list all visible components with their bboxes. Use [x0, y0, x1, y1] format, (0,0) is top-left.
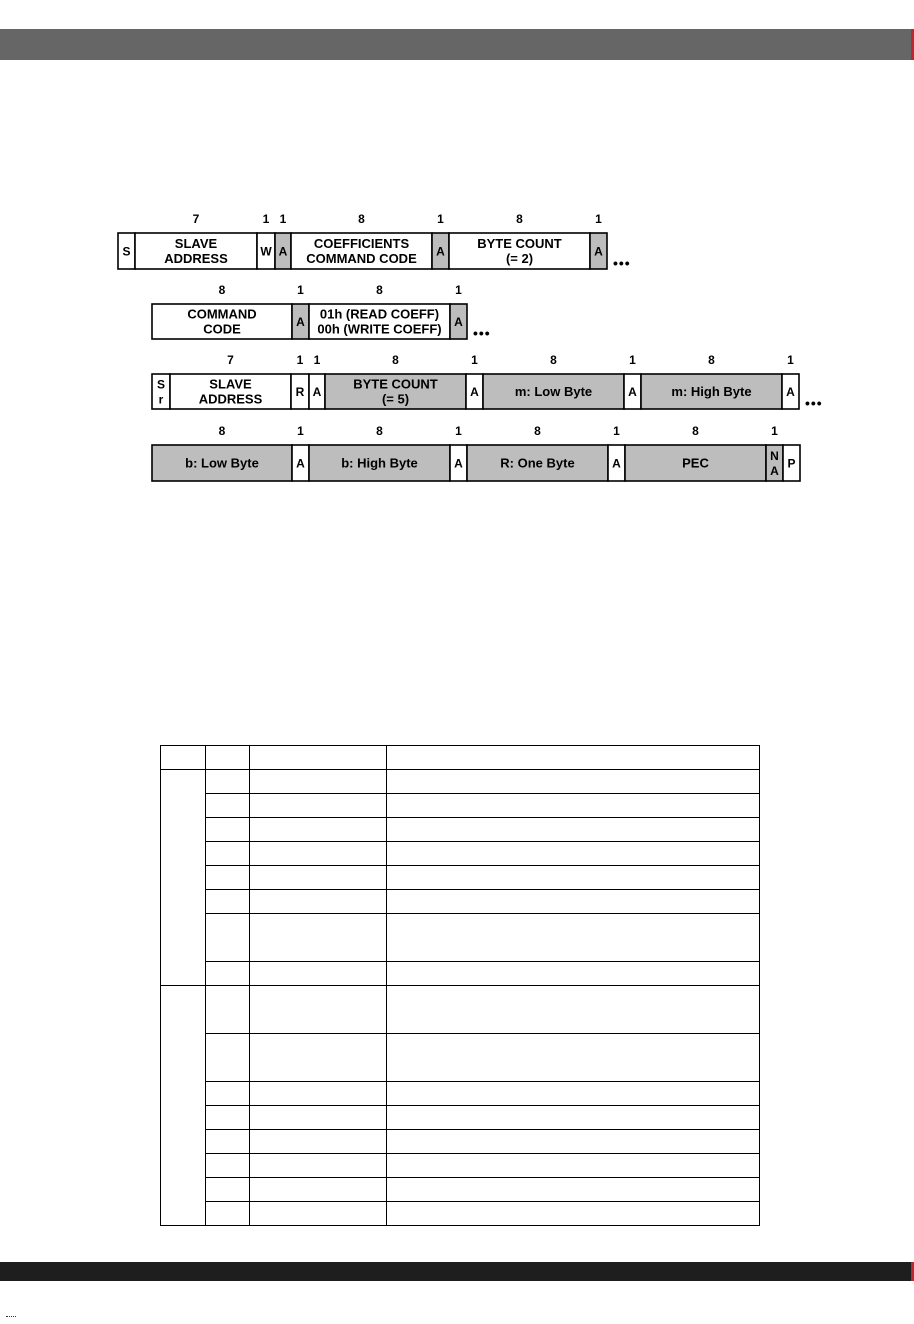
table-cell: [387, 986, 760, 1034]
table-cell: [206, 986, 250, 1034]
ack-10-label: A: [296, 456, 305, 471]
m-low-byte-label: m: Low Byte: [514, 384, 593, 399]
r-one-byte-label: R: One Byte: [500, 455, 575, 471]
table-cell: [250, 770, 387, 794]
frame-row-3: [152, 353, 823, 411]
table-cell: [387, 914, 760, 962]
table-cell: [250, 1130, 387, 1154]
table-row: [161, 1034, 760, 1082]
coeff-select-bit-count: 8: [376, 283, 383, 297]
table-cell: [206, 794, 250, 818]
byte-count-2-label: BYTE COUNT: [477, 236, 562, 251]
group-cell: [161, 986, 206, 1226]
not-ack-label: N: [770, 449, 779, 463]
coeff-select-label: 00h (WRITE COEFF): [317, 321, 442, 337]
table-row: [161, 866, 760, 890]
command-code-label: COMMAND: [187, 306, 257, 322]
table-cell: [250, 818, 387, 842]
table-cell: [387, 1130, 760, 1154]
table-cell: [250, 890, 387, 914]
ack-8-label: A: [628, 385, 637, 399]
table-cell: [387, 962, 760, 986]
ack-4-label: A: [296, 315, 305, 329]
table-cell: [387, 1034, 760, 1082]
table-row: [161, 842, 760, 866]
ack-7-label: A: [470, 385, 479, 399]
table-cell: [206, 770, 250, 794]
ack-3-label: A: [594, 244, 603, 259]
table-row: [161, 1130, 760, 1154]
table-row: [161, 890, 760, 914]
not-ack-label: A: [770, 464, 779, 478]
ack-8-bit-count: 1: [629, 353, 636, 367]
table-cell: [206, 890, 250, 914]
table-cell: [387, 1154, 760, 1178]
table-cell: [206, 818, 250, 842]
table-cell: [250, 866, 387, 890]
m-high-byte-label: m: High Byte: [671, 384, 752, 399]
table-cell: [206, 1034, 250, 1082]
table-cell: [387, 818, 760, 842]
page-footer-bar: [0, 1262, 914, 1281]
table-cell: [206, 866, 250, 890]
table-row: [161, 1106, 760, 1130]
table-cell: [206, 1130, 250, 1154]
table-row: [161, 770, 760, 794]
table-row: [161, 1202, 760, 1226]
table-cell: [250, 914, 387, 962]
table-cell: [250, 794, 387, 818]
coefficients-command-code-label: COMMAND CODE: [306, 251, 417, 266]
write-bit-label: W: [260, 244, 272, 259]
ack-9-bit-count: 1: [787, 353, 794, 367]
coeff-select-label: 01h (READ COEFF): [319, 306, 440, 322]
register-table: [160, 745, 760, 1226]
footer-mark: [6, 1316, 16, 1320]
header-cell: [206, 746, 250, 770]
byte-count-5-label: (= 5): [381, 391, 410, 407]
header-cell: [161, 746, 206, 770]
header-cell: [250, 746, 387, 770]
table-cell: [250, 986, 387, 1034]
ack-6-bit-count: 1: [313, 353, 321, 367]
command-code-bit-count: 8: [218, 283, 226, 297]
table-row: [161, 794, 760, 818]
frame-row-2: [152, 283, 491, 341]
coefficients-command-code-label: COEFFICIENTS: [313, 236, 410, 251]
table-cell: [387, 1106, 760, 1130]
b-low-byte-bit-count: 8: [218, 424, 226, 438]
table-cell: [387, 1202, 760, 1226]
slave-address-label: ADDRESS: [164, 251, 228, 266]
continuation-ellipsis: •••: [613, 255, 631, 271]
ack-1-label: A: [278, 244, 288, 259]
table-cell: [206, 1082, 250, 1106]
table-cell: [387, 1178, 760, 1202]
table-cell: [387, 890, 760, 914]
table-cell: [387, 770, 760, 794]
ack-10-bit-count: 1: [297, 424, 304, 438]
ack-11-bit-count: 1: [455, 424, 462, 438]
stop-bit-label: P: [787, 456, 796, 471]
table-cell: [250, 1178, 387, 1202]
table-row: [161, 1154, 760, 1178]
b-high-byte-bit-count: 8: [376, 424, 383, 438]
ack-12-bit-count: 1: [613, 424, 620, 438]
byte-count-5-label: BYTE COUNT: [353, 376, 438, 392]
ack-5-bit-count: 1: [455, 283, 462, 297]
table-cell: [250, 1154, 387, 1178]
table-cell: [250, 1082, 387, 1106]
table-row: [161, 1082, 760, 1106]
ack-3-bit-count: 1: [595, 212, 602, 226]
ack-2-bit-count: 1: [437, 212, 444, 226]
table-cell: [387, 866, 760, 890]
table-cell: [206, 914, 250, 962]
slave-address-2-bit-count: 7: [227, 353, 234, 367]
group-cell: [161, 770, 206, 986]
frame-row-1: [118, 212, 631, 271]
continuation-ellipsis: •••: [473, 325, 491, 341]
header-cell: [387, 746, 760, 770]
m-low-byte-bit-count: 8: [550, 353, 557, 367]
table-cell: [250, 842, 387, 866]
table-cell: [387, 794, 760, 818]
smbus-frame-diagram: [0, 0, 914, 520]
ack-2-label: A: [436, 244, 445, 259]
table-cell: [250, 962, 387, 986]
pec-label: PEC: [682, 455, 709, 471]
table-cell: [250, 1034, 387, 1082]
write-bit-bit-count: 1: [262, 212, 270, 226]
table-cell: [250, 1202, 387, 1226]
table-cell: [387, 1082, 760, 1106]
table-cell: [206, 962, 250, 986]
slave-address-2-label: SLAVE: [209, 376, 252, 392]
table-row: [161, 818, 760, 842]
table-cell: [206, 1106, 250, 1130]
table-header-row: [161, 746, 760, 770]
coefficients-command-code-bit-count: 8: [358, 212, 365, 226]
ack-12-label: A: [612, 456, 621, 471]
ack-11-label: A: [454, 456, 463, 471]
byte-count-2-bit-count: 8: [516, 212, 523, 226]
ack-9-label: A: [786, 385, 795, 399]
repeated-start-label: r: [158, 392, 164, 407]
table-row: [161, 1178, 760, 1202]
frame-row-4: [152, 424, 800, 481]
ack-5-label: A: [454, 315, 463, 329]
slave-address-2-label: ADDRESS: [198, 391, 263, 407]
table-cell: [206, 1178, 250, 1202]
table-cell: [250, 1106, 387, 1130]
ack-4-bit-count: 1: [297, 283, 304, 297]
slave-address-label: SLAVE: [174, 236, 218, 251]
table-row: [161, 914, 760, 962]
b-high-byte-label: b: High Byte: [341, 455, 418, 471]
byte-count-2-label: (= 2): [505, 251, 534, 266]
start-bit-label: S: [122, 244, 131, 259]
not-ack-bit-count: 1: [771, 424, 778, 438]
repeated-start-label: S: [156, 377, 166, 392]
command-code-label: CODE: [203, 321, 241, 337]
r-one-byte-bit-count: 8: [534, 424, 541, 438]
ack-1-bit-count: 1: [279, 212, 287, 226]
table-cell: [206, 1154, 250, 1178]
byte-count-5-bit-count: 8: [392, 353, 399, 367]
table-cell: [206, 1202, 250, 1226]
read-bit-bit-count: 1: [296, 353, 304, 367]
read-bit-label: R: [295, 385, 305, 399]
b-low-byte-label: b: Low Byte: [185, 455, 259, 471]
table-cell: [387, 842, 760, 866]
pec-bit-count: 8: [692, 424, 699, 438]
ack-7-bit-count: 1: [471, 353, 478, 367]
table-cell: [206, 842, 250, 866]
continuation-ellipsis: •••: [805, 395, 823, 411]
table-row: [161, 962, 760, 986]
slave-address-bit-count: 7: [192, 212, 200, 226]
m-high-byte-bit-count: 8: [708, 353, 715, 367]
ack-6-label: A: [312, 385, 322, 399]
table-row: [161, 986, 760, 1034]
